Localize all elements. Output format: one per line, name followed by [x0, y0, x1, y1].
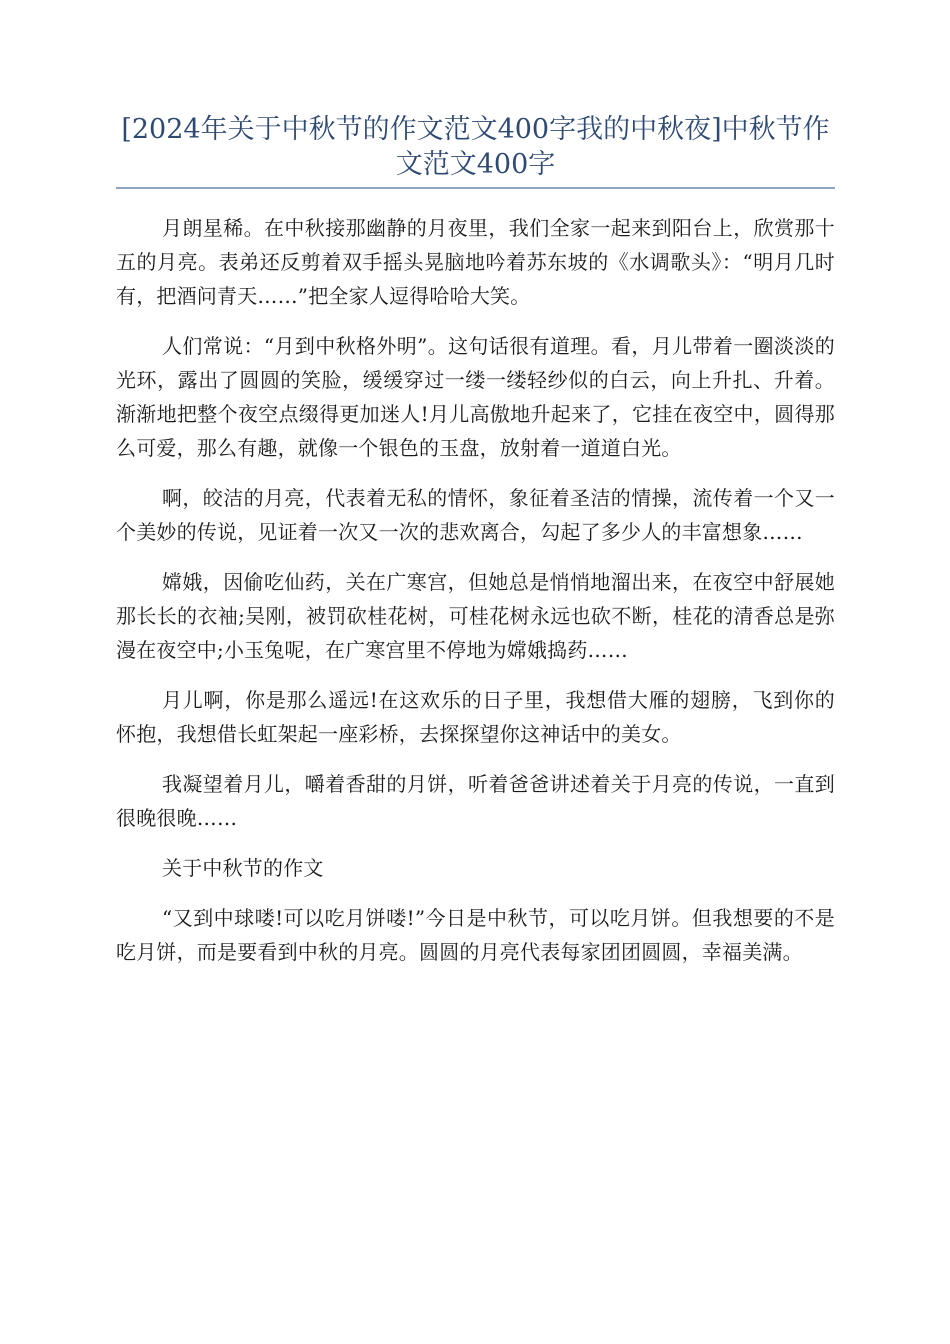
paragraph-4: 嫦娥，因偷吃仙药，关在广寒宫，但她总是悄悄地溜出来，在夜空中舒展她那长长的衣袖;吴刚，被罚砍桂花树，可桂花树永远也砍不断，桂花的清香总是弥漫在夜空中;小玉兔呢，在广寒宫里不停地为嫦娥捣药……	[116, 570, 835, 662]
document-title: [2024年关于中秋节的作文范文400字我的中秋夜]中秋节作文范文400字	[121, 114, 830, 180]
paragraph-3: 啊，皎洁的月亮，代表着无私的情怀，象征着圣洁的情操，流传着一个又一个美妙的传说，见证着一次又一次的悲欢离合，勾起了多少人的丰富想象……	[116, 486, 835, 544]
paragraph-6: 我凝望着月儿，嚼着香甜的月饼，听着爸爸讲述着关于月亮的传说，一直到很晚很晚……	[116, 772, 835, 830]
paragraph-1: 月朗星稀。在中秋接那幽静的月夜里，我们全家一起来到阳台上，欣赏那十五的月亮。表弟还反剪着双手摇头晃脑地吟着苏东坡的《水调歌头》：“明月几时有，把酒问青天……”把全家人逗得哈哈大笑。	[116, 216, 835, 308]
paragraph-5: 月儿啊，你是那么遥远!在这欢乐的日子里，我想借大雁的翅膀，飞到你的怀抱，我想借长虹架起一座彩桥，去探探望你这神话中的美女。	[116, 688, 835, 746]
document-page	[116, 112, 835, 985]
paragraph-7: “又到中球喽!可以吃月饼喽!”今日是中秋节，可以吃月饼。但我想要的不是吃月饼，而是要看到中秋的月亮。圆圆的月亮代表每家团团圆圆，幸福美满。	[116, 906, 835, 964]
paragraph-2: 人们常说：“月到中秋格外明”。这句话很有道理。看，月儿带着一圈淡淡的光环，露出了圆圆的笑脸，缓缓穿过一缕一缕轻纱似的白云，向上升扎、升着。渐渐地把整个夜空点缀得更加迷人!月儿高傲地升起来了，它挂在夜空中，圆得那么可爱，那么有趣，就像一个银色的玉盘，放射着一道道白光。	[116, 334, 835, 460]
section-heading: 关于中秋节的作文	[162, 856, 324, 880]
title-underline	[116, 187, 835, 189]
